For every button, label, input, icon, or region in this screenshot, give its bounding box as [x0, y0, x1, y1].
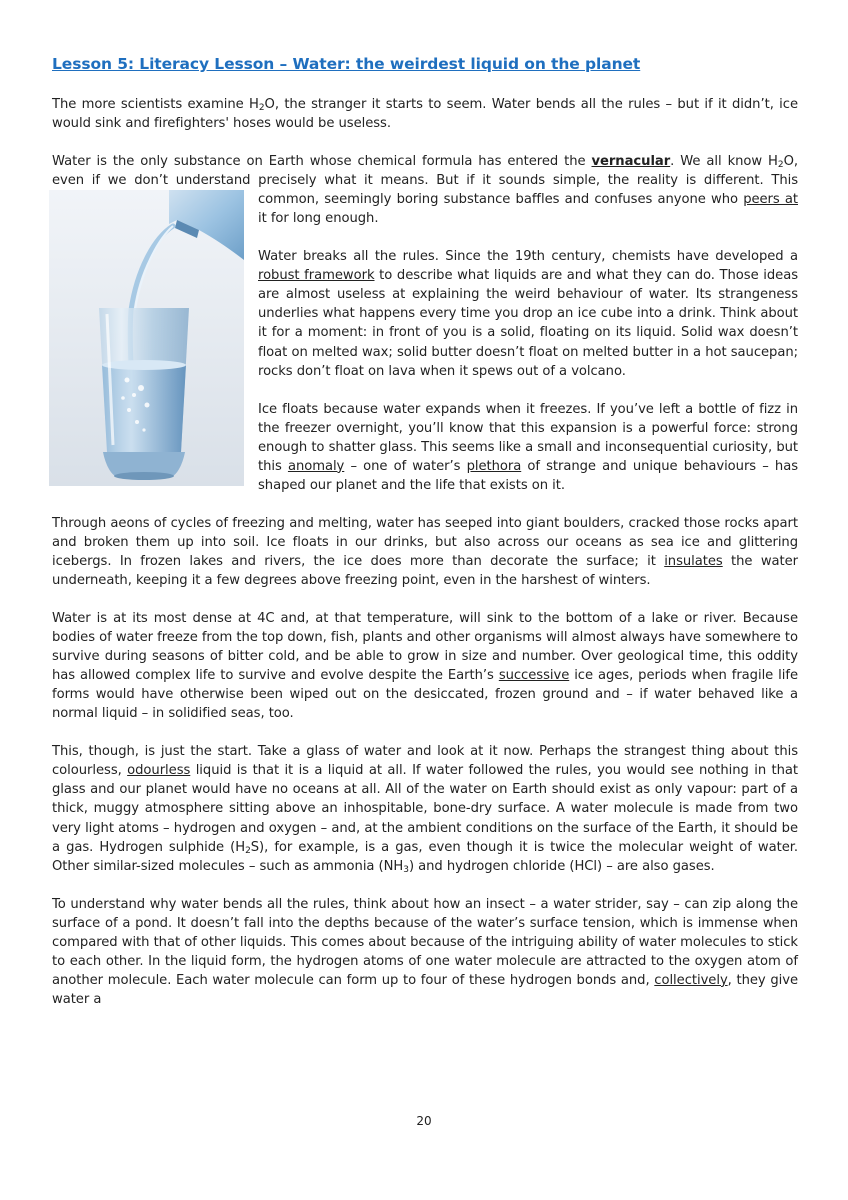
text-run: This, though, is just the start. Take a glass of water and look at it now. Perhaps the strangest thing about this colourless,: [52, 744, 798, 779]
vocab-word-collectively: collectively: [654, 972, 728, 988]
paragraph-5: [52, 514, 798, 590]
underlined-term: peers at: [743, 192, 799, 208]
text-run: liquid is that it is a liquid at all. If water followed the rules, you would see nothing in that glass and our planet would have no oceans at all. All of the water on Earth should exist as only vapour: part of a thick, muggy atmosphere sitting above an inhospitable, bone-dry surface. A water molecule is made from two very light atoms – hydrogen and oxygen – and, at the ambient conditions on the surface of the Earth, it should be a gas. Hydrogen sulphide (H: [52, 763, 799, 855]
vocab-word-plethora: plethora: [466, 458, 522, 474]
subscript: 2: [777, 160, 784, 171]
subscript: 2: [258, 103, 265, 113]
text-run: Water is the only substance on Earth whose chemical formula has entered the: [52, 154, 592, 170]
article-body: [52, 95, 798, 1028]
paragraph-8: [52, 895, 798, 1009]
vocab-word-peers-at: [743, 192, 798, 207]
text-run: Through aeons of cycles of freezing and melting, water has seeped into giant boulders, cracked those rocks apart and broken them up into soil. Ice floats in our drinks, but also across our oceans as sea ice and glittering icebergs. In frozen lakes and rivers, the ice does more than decorate the surface; it: [52, 515, 798, 569]
lesson-title: Lesson 5: Literacy Lesson – Water: the weirdest liquid on the planet: [52, 55, 641, 73]
text-run: it for long enough.: [258, 211, 379, 227]
vocab-word-odourless: odourless: [127, 763, 191, 779]
text-run: – one of water’s: [344, 458, 467, 474]
water-glass-illustration: [49, 190, 244, 486]
text-run: The more scientists examine H: [52, 97, 259, 112]
text-run: ice ages, periods when fragile life forms would have otherwise been wiped out on the desiccated, frozen ground and – if water behaved like a normal liquid – in solidified seas, too.: [52, 668, 798, 722]
text-run: O, even if we don’t understand precisely what it means. But if it sounds simple, the reality is: [52, 154, 798, 189]
vocab-word-anomaly: anomaly: [287, 458, 345, 474]
text-run: the water underneath, keeping it a few degrees above freezing point, even in the harshest of winters.: [52, 553, 799, 588]
text-run: ) and hydrogen chloride (HCl) – are also gases.: [408, 858, 715, 874]
text-run: To understand why water bends all the rules, think about how an insect – a water strider, say – can zip along the surface of a pond. It doesn’t fall into the depths because of the water’s surface tension, which is immense when compared with that of other liquids. This comes about because of the intriguing ability of water molecules to stick to each other. In the liquid form, the hydrogen atoms of one water molecule are attracted to the oxygen atom of another molecule. Each water molecule can form up to four of these hydrogen bonds and,: [52, 896, 798, 988]
text-run: Water breaks all the rules. Since the 19th century, chemists have developed a: [258, 249, 798, 265]
text-run: . We all know H: [670, 154, 778, 170]
text-run: to describe what liquids are and what they can do. Those ideas are almost useless at explaining the weird behaviour of water. Its strangeness underlies what happens every time you drop an ice cube into a drink. Think about it for a moment: in front of you is a solid, floating on its liquid. Solid wax doesn’t float on melted wax; solid butter doesn’t float on melted butter in a hot saucepan; rocks don’t float on lava when it spews out of a volcano.: [258, 268, 799, 379]
text-run: Ice floats because water expands when it freezes. If you’ve left a bottle of fizz in the freezer overnight, you’ll know that this expansion is a powerful force: strong enough to shatter glass. This seems like a small and inconsequential curiosity, but this: [258, 401, 798, 474]
subscript: 2: [245, 845, 251, 856]
subscript: 3: [403, 864, 409, 875]
text-run: , they give water a: [52, 972, 798, 1007]
paragraph-2: [52, 152, 798, 228]
page-number: 20: [416, 1114, 432, 1128]
text-run: O, the stranger it starts to seem. Water bends all the rules – but if it didn’t, ice would sink and firefighters' hoses would be useless.: [52, 97, 798, 132]
intro-paragraph: [52, 95, 798, 133]
paragraph-6: [52, 609, 798, 723]
text-run: S), for example, is a gas, even though it is twice the molecular weight of water. Other similar-sized molecules – such as ammonia (NH: [52, 839, 798, 874]
vocab-word-insulates: insulates: [664, 553, 723, 569]
vocab-word-robust-framework: robust framework: [258, 268, 375, 284]
text-run: Water is at its most dense at 4C and, at that temperature, will sink to the bottom of a lake or river. Because bodies of water freeze from the top down, fish, plants and other organisms will almost always have somewhere to survive during seasons of bitter cold, and be able to grow in size and number. Over geological time, this oddity has allowed complex life to survive and evolve despite the Earth’s: [52, 611, 798, 684]
text-run: of strange and unique behaviours – has shaped our planet and the life that exists on it.: [258, 458, 798, 493]
paragraph-7: [52, 742, 798, 875]
vocab-word-vernacular: vernacular: [591, 154, 671, 170]
vocab-word-successive: successive: [498, 668, 570, 684]
water-glass-photo: [49, 190, 244, 486]
text-run: different. This common, seemingly boring substance baffles and confuses anyone who: [258, 173, 798, 208]
